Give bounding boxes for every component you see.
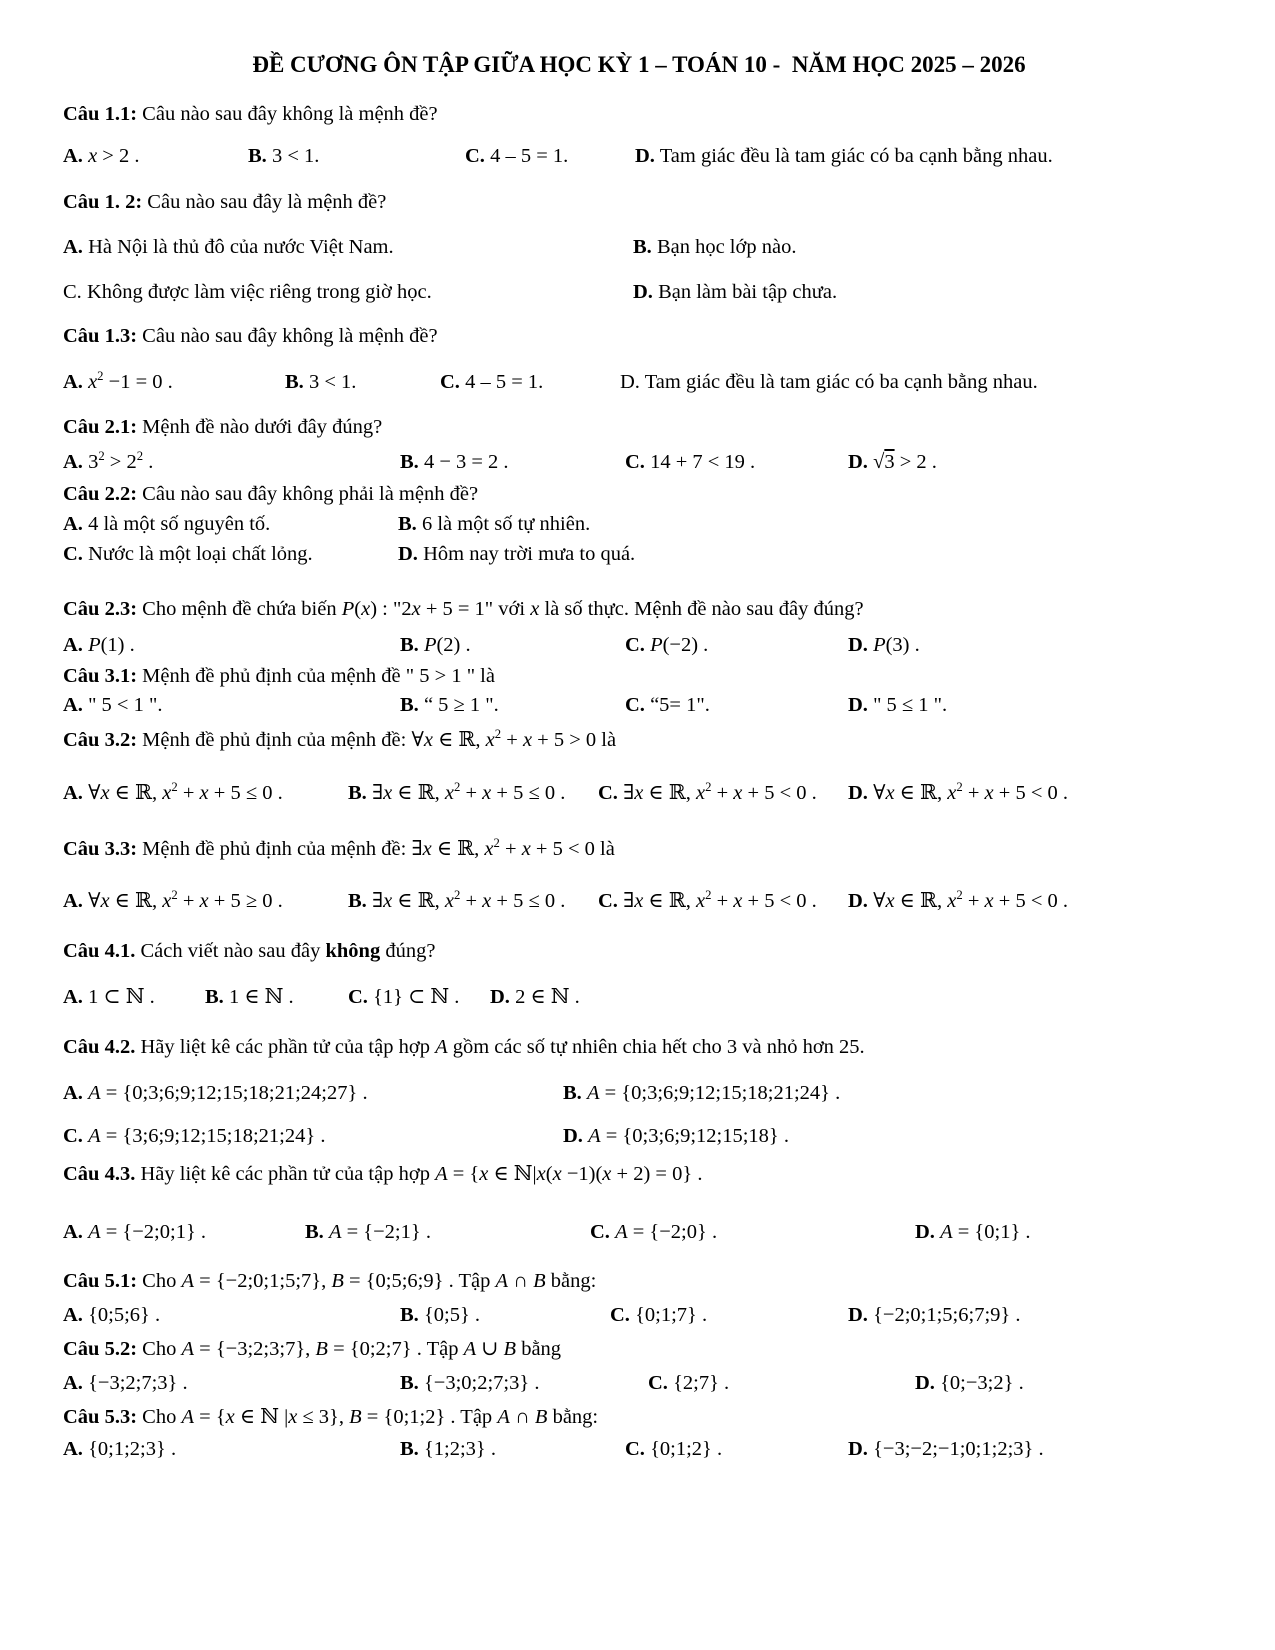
question-block-3.3 — [63, 836, 1235, 914]
question-label: Câu 4.1. — [63, 940, 136, 962]
option-2.3-B — [400, 632, 625, 658]
option-letter: D. — [848, 451, 868, 473]
option-letter: D. — [915, 1372, 935, 1394]
question-line — [63, 836, 1235, 862]
option-text: Bạn học lớp nào. — [651, 236, 797, 258]
question-block-4.1 — [63, 938, 1235, 1010]
option-letter: D. — [848, 890, 868, 912]
option-3.1-A — [63, 692, 400, 718]
option-text: A = {0;3;6;9;12;15;18} . — [588, 1125, 790, 1147]
options-grid — [63, 888, 1235, 914]
question-block-2.3 — [63, 596, 1235, 658]
option-5.1-D — [848, 1302, 1235, 1328]
option-3.3-A — [63, 888, 348, 914]
option-letter: A. — [63, 451, 83, 473]
option-text: √3 > 2 . — [867, 451, 937, 473]
option-text: A = {0;1} . — [940, 1221, 1031, 1243]
option-text: Nước là một loại chất lỏng. — [82, 543, 313, 565]
option-2.2-C — [63, 541, 398, 567]
option-5.1-C — [610, 1302, 848, 1328]
option-text: P(−2) . — [650, 634, 709, 656]
option-text: A = {3;6;9;12;15;18;21;24} . — [88, 1125, 326, 1147]
option-5.3-C — [625, 1436, 848, 1462]
options-grid — [63, 511, 1235, 567]
option-text: 1 ∈ ℕ . — [223, 986, 294, 1008]
option-4.3-D — [915, 1219, 1235, 1245]
question-text: Cho mệnh đề chứa biến P(x) : "2x + 5 = 1" với x là số thực. Mệnh đề nào sau đây đúng? — [137, 598, 864, 620]
option-letter: B. — [400, 1304, 419, 1326]
option-text: 1 ⊂ ℕ . — [82, 986, 155, 1008]
option-5.1-A — [63, 1302, 400, 1328]
option-3.2-D — [848, 780, 1235, 806]
option-letter: A. — [63, 986, 83, 1008]
option-letter: B. — [348, 782, 367, 804]
option-letter: C. — [598, 890, 618, 912]
question-line — [63, 101, 1235, 127]
option-text: A = {−2;0} . — [615, 1221, 718, 1243]
option-text: {−3;2;7;3} . — [82, 1372, 188, 1394]
question-label: Câu 5.3: — [63, 1406, 138, 1428]
question-label: Câu 2.2: — [63, 483, 138, 505]
question-line — [63, 1404, 1235, 1430]
question-label: Câu 3.3: — [63, 838, 138, 860]
option-text: 14 + 7 < 19 . — [644, 451, 756, 473]
options-grid — [63, 1219, 1235, 1245]
question-label: Câu 3.1: — [63, 665, 138, 687]
question-block-5.2 — [63, 1336, 1235, 1396]
option-letter: C. — [590, 1221, 610, 1243]
option-2.2-A — [63, 511, 398, 537]
option-2.3-A — [63, 632, 400, 658]
question-label: Câu 1.3: — [63, 325, 138, 347]
question-label: Câu 1. 2: — [63, 191, 143, 213]
option-letter: A. — [63, 890, 83, 912]
option-letter: C. — [465, 145, 485, 167]
option-text: “5= 1". — [644, 694, 710, 716]
option-text: 2 ∈ ℕ . — [509, 986, 580, 1008]
option-letter: B. — [400, 694, 419, 716]
option-text: ∃x ∈ ℝ, $x^2 + x + 5 \le 0$ . — [366, 888, 566, 912]
options-grid — [63, 1302, 1235, 1328]
option-text: {0;5} . — [418, 1304, 481, 1326]
question-line — [63, 938, 1235, 964]
option-4.1-C — [348, 984, 490, 1010]
option-letter: B. — [398, 513, 417, 535]
option-text: Không được làm việc riêng trong giờ học. — [81, 281, 432, 303]
options-grid — [63, 143, 1235, 169]
question-block-1.2 — [63, 189, 1235, 305]
option-5.1-B — [400, 1302, 610, 1328]
option-2.1-B — [400, 449, 625, 475]
option-letter: C. — [625, 694, 645, 716]
option-letter: C. — [625, 1438, 645, 1460]
option-text: " 5 ≤ 1 ". — [867, 694, 948, 716]
option-text: {0;1;2} . — [644, 1438, 723, 1460]
option-letter: D. — [915, 1221, 935, 1243]
option-letter: B. — [400, 451, 419, 473]
question-text: Cho A = {−2;0;1;5;7}, B = {0;5;6;9} . Tập A ∩ B bằng: — [137, 1270, 597, 1292]
option-letter: D. — [635, 145, 655, 167]
option-text: 4 − 3 = 2 . — [418, 451, 509, 473]
document-title: ĐỀ CƯƠNG ÔN TẬP GIỮA HỌC KỲ 1 – TOÁN 10 - NĂM HỌC 2025 – 2026 — [252, 52, 1026, 77]
option-text: A = {0;3;6;9;12;15;18;21;24;27} . — [88, 1082, 368, 1104]
option-text: {2;7} . — [667, 1372, 730, 1394]
option-4.3-B — [305, 1219, 590, 1245]
option-text: Hà Nội là thủ đô của nước Việt Nam. — [82, 236, 394, 258]
option-text: {1} ⊂ ℕ . — [367, 986, 460, 1008]
option-letter: A. — [63, 782, 83, 804]
question-text: Mệnh đề phủ định của mệnh đề: ∀x ∈ ℝ, $x^2 + x + 5 > 0$ là — [137, 727, 617, 751]
question-text: Câu nào sau đây không là mệnh đề? — [137, 325, 438, 347]
option-letter: A. — [63, 1304, 83, 1326]
option-text: P(3) . — [873, 634, 920, 656]
option-1.3-A — [63, 369, 285, 395]
options-grid — [63, 692, 1235, 718]
question-list — [63, 101, 1235, 1462]
option-letter: C. — [625, 451, 645, 473]
option-letter: C. — [348, 986, 368, 1008]
option-text: 4 là một số nguyên tố. — [82, 513, 271, 535]
option-letter: C. — [63, 281, 82, 303]
question-block-2.1 — [63, 414, 1235, 475]
option-1.1-C — [465, 143, 635, 169]
option-letter: A. — [63, 1221, 83, 1243]
option-letter: C. — [610, 1304, 630, 1326]
option-letter: D. — [620, 371, 640, 393]
options-grid — [63, 780, 1235, 806]
option-letter: B. — [400, 634, 419, 656]
question-text: Cho A = {−3;2;3;7}, B = {0;2;7} . Tập A ∪ B bằng — [137, 1338, 562, 1360]
option-4.1-A — [63, 984, 205, 1010]
option-letter: A. — [63, 145, 83, 167]
option-text: x > 2 . — [88, 145, 140, 167]
question-label: Câu 5.2: — [63, 1338, 138, 1360]
options-grid — [63, 449, 1235, 475]
option-4.3-A — [63, 1219, 305, 1245]
option-1.2-C — [63, 279, 633, 305]
question-line — [63, 1336, 1235, 1362]
question-text: Cho A = {x ∈ ℕ |x ≤ 3}, B = {0;1;2} . Tập A ∩ B bằng: — [137, 1406, 599, 1428]
option-letter: D. — [398, 543, 418, 565]
option-3.3-C — [598, 888, 848, 914]
option-3.2-B — [348, 780, 598, 806]
option-1.1-B — [248, 143, 465, 169]
options-grid — [63, 632, 1235, 658]
option-text: ∀x ∈ ℝ, $x^2 + x + 5 \le 0$ . — [82, 780, 283, 804]
option-letter: A. — [63, 236, 83, 258]
option-text: 3 < 1. — [266, 145, 320, 167]
option-text: 4 – 5 = 1. — [459, 371, 544, 393]
question-line — [63, 481, 1235, 507]
option-letter: B. — [285, 371, 304, 393]
option-text: 4 – 5 = 1. — [484, 145, 569, 167]
option-text: ∃x ∈ ℝ, $x^2 + x + 5 < 0$ . — [617, 780, 817, 804]
option-letter: D. — [848, 634, 868, 656]
option-text: “ 5 ≥ 1 ". — [418, 694, 499, 716]
option-1.1-A — [63, 143, 248, 169]
option-text: ∃x ∈ ℝ, $x^2 + x + 5 \le 0$ . — [366, 780, 566, 804]
option-text: Tam giác đều là tam giác có ba cạnh bằng nhau. — [639, 371, 1038, 393]
option-text: 3 < 1. — [303, 371, 357, 393]
option-letter: A. — [63, 634, 83, 656]
option-letter: C. — [625, 634, 645, 656]
question-label: Câu 4.2. — [63, 1036, 136, 1058]
option-3.3-B — [348, 888, 598, 914]
option-letter: D. — [848, 1304, 868, 1326]
options-grid — [63, 1436, 1235, 1462]
option-4.2-D — [563, 1123, 1235, 1149]
question-block-1.3 — [63, 323, 1235, 395]
question-line — [63, 1034, 1235, 1060]
option-3.3-D — [848, 888, 1235, 914]
option-text: {1;2;3} . — [418, 1438, 497, 1460]
option-text: 6 là một số tự nhiên. — [416, 513, 591, 535]
options-grid — [63, 984, 1235, 1010]
option-5.3-A — [63, 1436, 400, 1462]
options-grid — [63, 1370, 1235, 1396]
option-letter: D. — [633, 281, 653, 303]
option-2.2-D — [398, 541, 1235, 567]
option-1.2-D — [633, 279, 1235, 305]
option-letter: D. — [848, 694, 868, 716]
option-4.1-B — [205, 984, 348, 1010]
option-letter: D. — [848, 782, 868, 804]
question-block-2.2 — [63, 481, 1235, 567]
option-4.1-D — [490, 984, 1235, 1010]
option-4.2-B — [563, 1080, 1235, 1106]
options-grid — [63, 1080, 1235, 1149]
option-letter: A. — [63, 1438, 83, 1460]
question-text: Cách viết nào sau đây không đúng? — [135, 940, 436, 962]
option-letter: B. — [348, 890, 367, 912]
option-5.2-B — [400, 1370, 648, 1396]
question-text: Hãy liệt kê các phần tử của tập hợp A = {x ∈ ℕ|x(x −1)(x + 2) = 0} . — [135, 1163, 703, 1185]
question-label: Câu 5.1: — [63, 1270, 138, 1292]
option-letter: D. — [848, 1438, 868, 1460]
question-label: Câu 4.3. — [63, 1163, 136, 1185]
question-block-1.1 — [63, 101, 1235, 169]
question-line — [63, 414, 1235, 440]
option-text: A = {−2;0;1} . — [88, 1221, 207, 1243]
option-1.1-D — [635, 143, 1235, 169]
option-letter: B. — [633, 236, 652, 258]
option-letter: B. — [400, 1438, 419, 1460]
option-text: ∀x ∈ ℝ, $x^2 + x + 5 \ge 0$ . — [82, 888, 283, 912]
option-text: ∀x ∈ ℝ, $x^2 + x + 5 < 0$ . — [867, 888, 1069, 912]
option-3.2-A — [63, 780, 348, 806]
question-label: Câu 2.1: — [63, 416, 138, 438]
option-letter: B. — [205, 986, 224, 1008]
option-letter: A. — [63, 694, 83, 716]
option-3.1-D — [848, 692, 1235, 718]
option-2.3-D — [848, 632, 1235, 658]
option-text: ∀x ∈ ℝ, $x^2 + x + 5 < 0$ . — [867, 780, 1069, 804]
question-text: Mệnh đề nào dưới đây đúng? — [137, 416, 383, 438]
option-text: {−3;0;2;7;3} . — [418, 1372, 540, 1394]
option-text: ∃x ∈ ℝ, $x^2 + x + 5 < 0$ . — [617, 888, 817, 912]
question-label: Câu 3.2: — [63, 729, 138, 751]
option-5.2-A — [63, 1370, 400, 1396]
option-5.2-C — [648, 1370, 915, 1396]
option-letter: D. — [490, 986, 510, 1008]
question-block-5.1 — [63, 1268, 1235, 1328]
question-block-4.3 — [63, 1161, 1235, 1245]
option-letter: B. — [563, 1082, 582, 1104]
option-letter: A. — [63, 1082, 83, 1104]
option-3.1-B — [400, 692, 625, 718]
option-text: {−3;−2;−1;0;1;2;3} . — [867, 1438, 1044, 1460]
option-letter: C. — [598, 782, 618, 804]
question-block-5.3 — [63, 1404, 1235, 1462]
option-2.1-D — [848, 449, 1235, 475]
option-text: $3^2 > 2^2$ . — [82, 449, 154, 473]
option-letter: B. — [305, 1221, 324, 1243]
option-text: {0;1;2;3} . — [82, 1438, 177, 1460]
question-block-3.1 — [63, 663, 1235, 718]
option-1.3-D — [620, 369, 1235, 395]
option-1.3-B — [285, 369, 440, 395]
question-text: Câu nào sau đây là mệnh đề? — [142, 191, 387, 213]
option-letter: D. — [563, 1125, 583, 1147]
question-text: Mệnh đề phủ định của mệnh đề: ∃x ∈ ℝ, $x^2 + x + 5 < 0$ là — [137, 836, 615, 860]
option-text: Hôm nay trời mưa to quá. — [417, 543, 636, 565]
question-label: Câu 1.1: — [63, 103, 138, 125]
question-line — [63, 1161, 1235, 1187]
option-1.3-C — [440, 369, 620, 395]
question-line — [63, 1268, 1235, 1294]
option-1.2-A — [63, 234, 633, 260]
option-text: {0;1;7} . — [629, 1304, 708, 1326]
option-text: {0;5;6} . — [82, 1304, 161, 1326]
option-4.2-C — [63, 1123, 563, 1149]
question-line — [63, 323, 1235, 349]
option-5.3-D — [848, 1436, 1235, 1462]
option-text: A = {−2;1} . — [328, 1221, 431, 1243]
option-text: P(1) . — [88, 634, 135, 656]
option-4.3-C — [590, 1219, 915, 1245]
option-2.2-B — [398, 511, 1235, 537]
question-block-3.2 — [63, 727, 1235, 806]
option-letter: A. — [63, 371, 83, 393]
option-letter: A. — [63, 513, 83, 535]
question-text: Câu nào sau đây không là mệnh đề? — [137, 103, 438, 125]
option-text: P(2) . — [423, 634, 471, 656]
option-letter: C. — [440, 371, 460, 393]
option-3.1-C — [625, 692, 848, 718]
option-text: Tam giác đều là tam giác có ba cạnh bằng nhau. — [654, 145, 1053, 167]
option-letter: B. — [248, 145, 267, 167]
option-text: " 5 < 1 ". — [82, 694, 163, 716]
option-text: {−2;0;1;5;6;7;9} . — [867, 1304, 1021, 1326]
question-block-4.2 — [63, 1034, 1235, 1149]
option-3.2-C — [598, 780, 848, 806]
option-1.2-B — [633, 234, 1235, 260]
question-line — [63, 663, 1235, 689]
option-letter: C. — [648, 1372, 668, 1394]
option-text: {0;−3;2} . — [934, 1372, 1024, 1394]
option-5.3-B — [400, 1436, 625, 1462]
question-text: Câu nào sau đây không phải là mệnh đề? — [137, 483, 479, 505]
option-2.1-A — [63, 449, 400, 475]
option-letter: B. — [400, 1372, 419, 1394]
question-text: Hãy liệt kê các phần tử của tập hợp A gồm các số tự nhiên chia hết cho 3 và nhỏ hơn 25. — [135, 1036, 865, 1058]
option-text: A = {0;3;6;9;12;15;18;21;24} . — [586, 1082, 841, 1104]
option-2.1-C — [625, 449, 848, 475]
question-label: Câu 2.3: — [63, 598, 138, 620]
options-grid — [63, 234, 1235, 305]
option-4.2-A — [63, 1080, 563, 1106]
option-letter: C. — [63, 1125, 83, 1147]
question-text: Mệnh đề phủ định của mệnh đề " 5 > 1 " là — [137, 665, 495, 687]
question-line — [63, 596, 1235, 622]
question-line — [63, 189, 1235, 215]
option-text: $x^2 -1 = 0$ . — [88, 369, 173, 393]
option-5.2-D — [915, 1370, 1235, 1396]
option-letter: A. — [63, 1372, 83, 1394]
option-2.3-C — [625, 632, 848, 658]
question-line — [63, 727, 1235, 753]
option-letter: C. — [63, 543, 83, 565]
options-grid — [63, 369, 1235, 395]
option-text: Bạn làm bài tập chưa. — [652, 281, 838, 303]
